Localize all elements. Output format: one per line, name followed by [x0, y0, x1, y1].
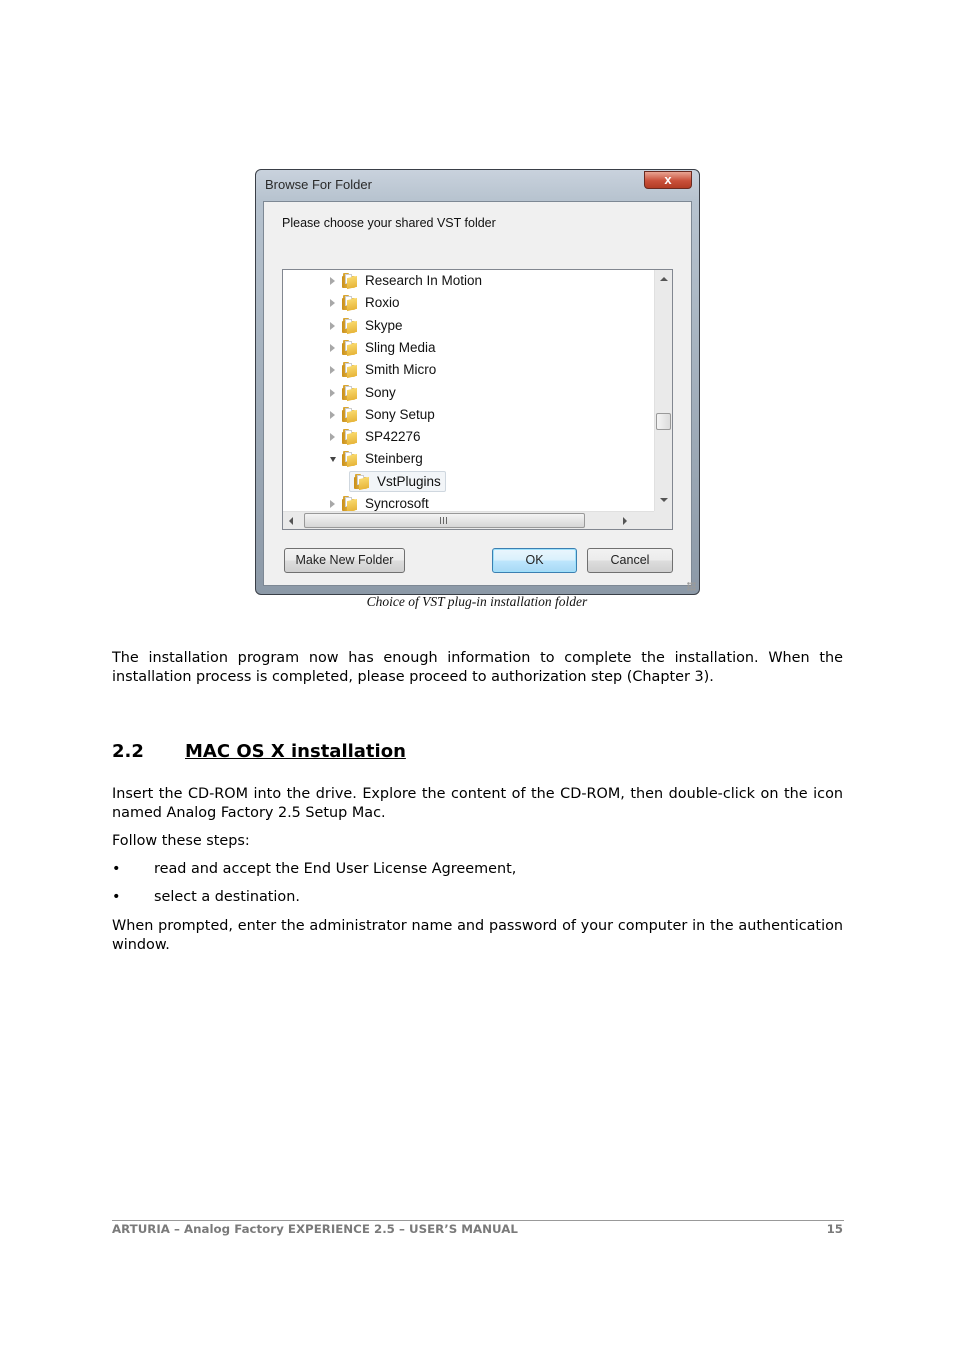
cancel-button[interactable]: Cancel [587, 548, 673, 573]
scroll-down-icon[interactable] [660, 498, 668, 502]
folder-icon [342, 496, 357, 511]
folder-icon [342, 318, 357, 333]
collapsed-arrow-icon[interactable] [330, 344, 335, 352]
scroll-right-icon[interactable] [623, 517, 627, 525]
tree-item-label: Roxio [365, 295, 400, 311]
dialog-client-area [263, 201, 692, 586]
scrollbar-corner [654, 511, 672, 529]
vertical-scrollbar[interactable] [654, 270, 672, 511]
scroll-left-icon[interactable] [289, 517, 293, 525]
collapsed-arrow-icon[interactable] [330, 500, 335, 508]
resize-grip-icon[interactable] [687, 582, 696, 591]
folder-icon [342, 407, 357, 422]
paragraph-installation-complete: The installation program now has enough information to complete the installation. When the installation process is completed, please proceed to authorization step (Chapter 3). [112, 650, 843, 685]
tree-item-label: Sling Media [365, 339, 436, 355]
list-item-text: read and accept the End User License Agreement, [154, 861, 517, 877]
collapsed-arrow-icon[interactable] [330, 433, 335, 441]
bullet-icon: • [112, 889, 121, 905]
footer-title: ARTURIA – Analog Factory EXPERIENCE 2.5 – USER’S MANUAL [112, 1222, 518, 1236]
tree-item[interactable] [283, 472, 653, 492]
folder-icon [342, 451, 357, 466]
tree-item[interactable] [283, 316, 653, 336]
section-number: 2.2 [112, 741, 144, 762]
folder-icon [342, 295, 357, 310]
tree-item-label: Sony Setup [365, 406, 435, 422]
tree-item[interactable] [283, 338, 653, 358]
figure-caption: Choice of VST plug-in installation folder [366, 594, 588, 609]
horizontal-scrollbar[interactable] [283, 511, 655, 529]
close-button[interactable] [644, 171, 692, 189]
collapsed-arrow-icon[interactable] [330, 389, 335, 397]
collapsed-arrow-icon[interactable] [330, 411, 335, 419]
close-icon: x [664, 172, 672, 187]
collapsed-arrow-icon[interactable] [330, 277, 335, 285]
make-new-folder-button[interactable]: Make New Folder [284, 548, 405, 573]
scroll-up-icon[interactable] [660, 277, 668, 281]
folder-icon [342, 340, 357, 355]
tree-item-label: Sony [365, 384, 396, 400]
folder-icon [354, 474, 369, 489]
paragraph-authentication: When prompted, enter the administrator name and password of your computer in the authentication window. [112, 918, 843, 953]
bullet-icon: • [112, 861, 121, 877]
tree-item[interactable] [283, 427, 653, 447]
tree-item-label: SP42276 [365, 429, 421, 445]
ok-button[interactable]: OK [492, 548, 577, 573]
folder-tree[interactable] [282, 269, 673, 530]
vertical-scroll-thumb[interactable] [656, 413, 671, 430]
dialog-title: Browse For Folder [265, 177, 372, 192]
browse-for-folder-dialog [255, 169, 700, 595]
tree-item[interactable] [283, 360, 653, 380]
collapsed-arrow-icon[interactable] [330, 366, 335, 374]
tree-item[interactable] [283, 271, 653, 291]
tree-item-label: VstPlugins [377, 473, 441, 489]
grip-icon [440, 517, 449, 524]
folder-icon [342, 273, 357, 288]
tree-item-label: Skype [365, 317, 403, 333]
folder-icon [342, 429, 357, 444]
dialog-prompt: Please choose your shared VST folder [282, 216, 496, 230]
folder-icon [342, 385, 357, 400]
paragraph-insert-cd: Insert the CD-ROM into the drive. Explore the content of the CD-ROM, then double-click on the icon named Analog Factory 2.5 Setup Mac. [112, 786, 843, 821]
collapsed-arrow-icon[interactable] [330, 322, 335, 330]
folder-icon [342, 362, 357, 377]
tree-item-label: Smith Micro [365, 362, 437, 378]
section-title: MAC OS X installation [185, 741, 406, 762]
page-number: 15 [826, 1222, 843, 1236]
footer-divider [112, 1220, 844, 1221]
tree-item-label: Research In Motion [365, 273, 483, 288]
tree-item-label: Syncrosoft [365, 496, 429, 511]
tree-item[interactable] [283, 383, 653, 403]
paragraph-follow-steps: Follow these steps: [112, 833, 250, 849]
tree-item[interactable] [283, 405, 653, 425]
tree-item[interactable] [283, 449, 653, 469]
tree-item[interactable] [283, 293, 653, 313]
collapsed-arrow-icon[interactable] [330, 299, 335, 307]
horizontal-scroll-thumb[interactable] [304, 513, 585, 528]
tree-item-label: Steinberg [365, 451, 423, 467]
list-item-text: select a destination. [154, 889, 300, 905]
expanded-arrow-icon[interactable] [330, 457, 336, 462]
